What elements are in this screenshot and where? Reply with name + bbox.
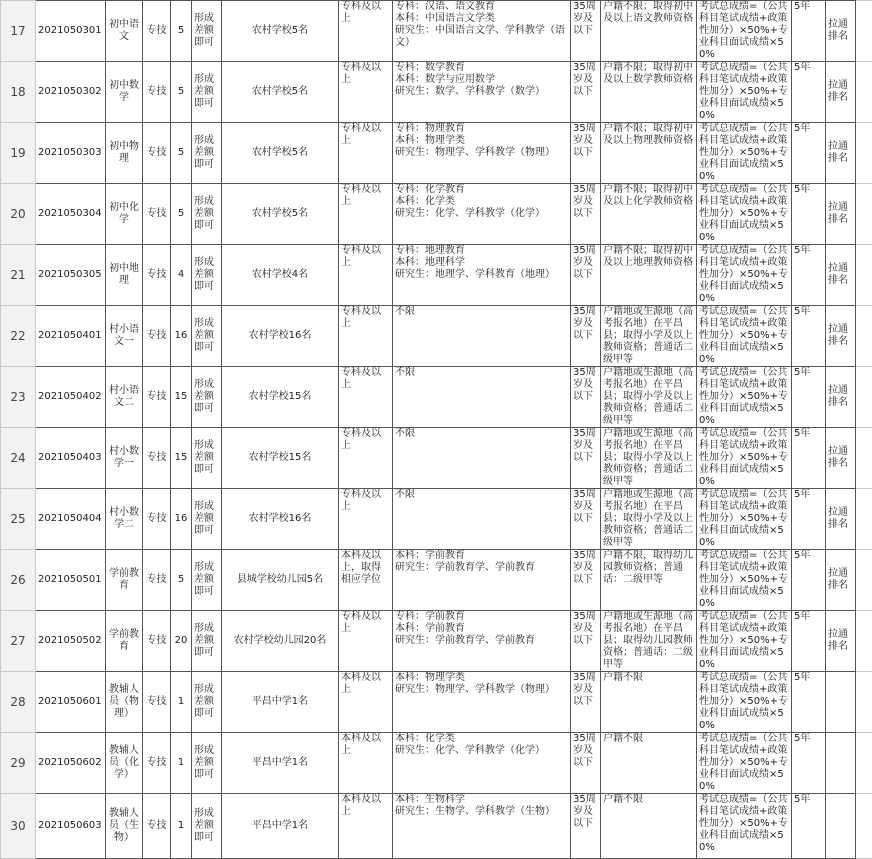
position-code-cell[interactable]: 2021050305 bbox=[36, 245, 106, 306]
row-number-cell[interactable]: 28 bbox=[1, 672, 36, 733]
exam-formula-cell[interactable]: 考试总成绩=（公共科目笔试成绩+政策性加分）×50%+专业科目面试成绩×50% bbox=[697, 1, 792, 62]
unit-allocation-cell[interactable]: 农村学校15名 bbox=[222, 367, 339, 428]
major-requirement-cell[interactable]: 专科：汉语、语文教育 本科：中国语言文学类 研究生：中国语言文学、学科教学（语文） bbox=[393, 1, 571, 62]
position-name-cell[interactable]: 教辅人员（物理） bbox=[106, 672, 143, 733]
table-row bbox=[1, 1, 872, 62]
note-cell[interactable]: 拉通排名 bbox=[826, 245, 856, 306]
establishment-cell[interactable]: 形成差额即可 bbox=[192, 245, 222, 306]
position-type-cell[interactable]: 专技 bbox=[143, 550, 171, 611]
other-requirement-cell[interactable]: 户籍不限 bbox=[601, 672, 697, 733]
recruit-count-cell[interactable]: 1 bbox=[171, 794, 192, 859]
recruit-count-cell[interactable]: 16 bbox=[171, 306, 192, 367]
major-requirement-cell[interactable]: 本科：化学类 研究生：化学、学科教学（化学） bbox=[393, 733, 571, 794]
major-requirement-cell[interactable]: 不限 bbox=[393, 428, 571, 489]
empty-column-cell[interactable] bbox=[856, 123, 872, 184]
age-limit-cell[interactable]: 35周岁及以下 bbox=[571, 62, 601, 123]
unit-allocation-cell[interactable]: 农村学校16名 bbox=[222, 306, 339, 367]
empty-column-cell[interactable] bbox=[856, 794, 872, 859]
exam-formula-cell[interactable]: 考试总成绩=（公共科目笔试成绩+政策性加分）×50%+专业科目面试成绩×50% bbox=[697, 123, 792, 184]
recruit-count-cell[interactable]: 5 bbox=[171, 62, 192, 123]
position-type-cell[interactable]: 专技 bbox=[143, 733, 171, 794]
major-requirement-cell[interactable]: 本科：生物科学 研究生：生物学、学科教学（生物） bbox=[393, 794, 571, 859]
education-cell[interactable]: 专科及以上 bbox=[339, 1, 393, 62]
education-cell[interactable]: 本科及以上 bbox=[339, 672, 393, 733]
other-requirement-cell[interactable]: 户籍地或生源地（高考报名地）在平昌县；取得小学及以上教师资格；普通话二级甲等 bbox=[601, 489, 697, 550]
establishment-cell[interactable]: 形成差额即可 bbox=[192, 123, 222, 184]
major-requirement-cell[interactable]: 专科：数学教育 本科：数学与应用数学 研究生：数学、学科教学（数学） bbox=[393, 62, 571, 123]
major-requirement-cell[interactable]: 专科：化学教育 本科：化学类 研究生：化学、学科教学（化学） bbox=[393, 184, 571, 245]
service-period-cell[interactable]: 5年 bbox=[792, 184, 826, 245]
table-row bbox=[1, 550, 872, 611]
service-period-cell[interactable]: 5年 bbox=[792, 672, 826, 733]
other-requirement-cell[interactable]: 户籍不限 bbox=[601, 733, 697, 794]
empty-column-cell[interactable] bbox=[856, 1, 872, 62]
establishment-cell[interactable]: 形成差额即可 bbox=[192, 62, 222, 123]
exam-formula-cell[interactable]: 考试总成绩=（公共科目笔试成绩+政策性加分）×50%+专业科目面试成绩×50% bbox=[697, 428, 792, 489]
note-cell[interactable]: 拉通排名 bbox=[826, 367, 856, 428]
age-limit-cell[interactable]: 35周岁及以下 bbox=[571, 611, 601, 672]
unit-allocation-cell[interactable]: 平昌中学1名 bbox=[222, 794, 339, 859]
establishment-cell[interactable]: 形成差额即可 bbox=[192, 733, 222, 794]
major-requirement-cell[interactable]: 专科：地理教育 本科：地理科学 研究生：地理学、学科教育（地理） bbox=[393, 245, 571, 306]
row-number-cell[interactable]: 18 bbox=[1, 62, 36, 123]
establishment-cell[interactable]: 形成差额即可 bbox=[192, 794, 222, 859]
table-row bbox=[1, 184, 872, 245]
service-period-cell[interactable]: 5年 bbox=[792, 367, 826, 428]
recruit-count-cell[interactable]: 4 bbox=[171, 245, 192, 306]
table-row bbox=[1, 489, 872, 550]
empty-column-cell[interactable] bbox=[856, 62, 872, 123]
age-limit-cell[interactable]: 35周岁及以下 bbox=[571, 245, 601, 306]
position-name-cell[interactable]: 初中语文 bbox=[106, 1, 143, 62]
establishment-cell[interactable]: 形成差额即可 bbox=[192, 306, 222, 367]
recruit-count-cell[interactable]: 1 bbox=[171, 733, 192, 794]
position-code-cell[interactable]: 2021050402 bbox=[36, 367, 106, 428]
age-limit-cell[interactable]: 35周岁及以下 bbox=[571, 489, 601, 550]
establishment-cell[interactable]: 形成差额即可 bbox=[192, 489, 222, 550]
row-number-cell[interactable]: 29 bbox=[1, 733, 36, 794]
note-cell[interactable]: 拉通排名 bbox=[826, 489, 856, 550]
position-name-cell[interactable]: 初中物理 bbox=[106, 123, 143, 184]
unit-allocation-cell[interactable]: 平昌中学1名 bbox=[222, 672, 339, 733]
position-name-cell[interactable]: 学前教育 bbox=[106, 611, 143, 672]
position-type-cell[interactable]: 专技 bbox=[143, 245, 171, 306]
major-requirement-cell[interactable]: 本科：学前教育 研究生：学前教育学、学前教育 bbox=[393, 550, 571, 611]
row-number-cell[interactable]: 21 bbox=[1, 245, 36, 306]
empty-column-cell[interactable] bbox=[856, 428, 872, 489]
position-code-cell[interactable]: 2021050603 bbox=[36, 794, 106, 859]
exam-formula-cell[interactable]: 考试总成绩=（公共科目笔试成绩+政策性加分）×50%+专业科目面试成绩×50% bbox=[697, 306, 792, 367]
note-cell[interactable]: 拉通排名 bbox=[826, 62, 856, 123]
position-code-cell[interactable]: 2021050404 bbox=[36, 489, 106, 550]
age-limit-cell[interactable]: 35周岁及以下 bbox=[571, 123, 601, 184]
age-limit-cell[interactable]: 35周岁及以下 bbox=[571, 672, 601, 733]
note-cell[interactable]: 拉通排名 bbox=[826, 184, 856, 245]
exam-formula-cell[interactable]: 考试总成绩=（公共科目笔试成绩+政策性加分）×50%+专业科目面试成绩×50% bbox=[697, 733, 792, 794]
position-code-cell[interactable]: 2021050502 bbox=[36, 611, 106, 672]
exam-formula-cell[interactable]: 考试总成绩=（公共科目笔试成绩+政策性加分）×50%+专业科目面试成绩×50% bbox=[697, 184, 792, 245]
position-type-cell[interactable]: 专技 bbox=[143, 672, 171, 733]
service-period-cell[interactable]: 5年 bbox=[792, 489, 826, 550]
other-requirement-cell[interactable]: 户籍地或生源地（高考报名地）在平昌县；取得幼儿园教师资格；普通话：二级甲等 bbox=[601, 611, 697, 672]
position-type-cell[interactable]: 专技 bbox=[143, 428, 171, 489]
empty-column-cell[interactable] bbox=[856, 245, 872, 306]
education-cell[interactable]: 专科及以上 bbox=[339, 611, 393, 672]
recruit-count-cell[interactable]: 16 bbox=[171, 489, 192, 550]
empty-column-cell[interactable] bbox=[856, 550, 872, 611]
unit-allocation-cell[interactable]: 农村学校16名 bbox=[222, 489, 339, 550]
other-requirement-cell[interactable]: 户籍地或生源地（高考报名地）在平昌县；取得小学及以上教师资格；普通话二级甲等 bbox=[601, 367, 697, 428]
education-cell[interactable]: 专科及以上 bbox=[339, 306, 393, 367]
establishment-cell[interactable]: 形成差额即可 bbox=[192, 367, 222, 428]
note-cell[interactable] bbox=[826, 672, 856, 733]
unit-allocation-cell[interactable]: 平昌中学1名 bbox=[222, 733, 339, 794]
table-row bbox=[1, 245, 872, 306]
position-type-cell[interactable]: 专技 bbox=[143, 611, 171, 672]
position-type-cell[interactable]: 专技 bbox=[143, 123, 171, 184]
establishment-cell[interactable]: 形成差额即可 bbox=[192, 611, 222, 672]
note-cell[interactable]: 拉通排名 bbox=[826, 306, 856, 367]
position-type-cell[interactable]: 专技 bbox=[143, 1, 171, 62]
exam-formula-cell[interactable]: 考试总成绩=（公共科目笔试成绩+政策性加分）×50%+专业科目面试成绩×50% bbox=[697, 794, 792, 859]
service-period-cell[interactable]: 5年 bbox=[792, 611, 826, 672]
unit-allocation-cell[interactable]: 农村学校4名 bbox=[222, 245, 339, 306]
position-name-cell[interactable]: 初中化学 bbox=[106, 184, 143, 245]
other-requirement-cell[interactable]: 户籍不限；取得初中及以上地理教师资格 bbox=[601, 245, 697, 306]
empty-column-cell[interactable] bbox=[856, 306, 872, 367]
recruit-count-cell[interactable]: 5 bbox=[171, 550, 192, 611]
recruit-count-cell[interactable]: 1 bbox=[171, 672, 192, 733]
age-limit-cell[interactable]: 35周岁及以下 bbox=[571, 794, 601, 859]
education-cell[interactable]: 专科及以上 bbox=[339, 245, 393, 306]
exam-formula-cell[interactable]: 考试总成绩=（公共科目笔试成绩+政策性加分）×50%+专业科目面试成绩×50% bbox=[697, 367, 792, 428]
position-name-cell[interactable]: 教辅人员（化学） bbox=[106, 733, 143, 794]
other-requirement-cell[interactable]: 户籍不限；取得初中及以上语文教师资格 bbox=[601, 1, 697, 62]
table-row bbox=[1, 428, 872, 489]
table-row bbox=[1, 611, 872, 672]
education-cell[interactable]: 本科及以上 bbox=[339, 794, 393, 859]
education-cell[interactable]: 本科及以上，取得相应学位 bbox=[339, 550, 393, 611]
row-number-cell[interactable]: 17 bbox=[1, 1, 36, 62]
note-cell[interactable]: 拉通排名 bbox=[826, 611, 856, 672]
other-requirement-cell[interactable]: 户籍不限；取得初中及以上化学教师资格 bbox=[601, 184, 697, 245]
education-cell[interactable]: 专科及以上 bbox=[339, 123, 393, 184]
note-cell[interactable]: 拉通排名 bbox=[826, 1, 856, 62]
empty-column-cell[interactable] bbox=[856, 733, 872, 794]
table-body bbox=[1, 1, 872, 859]
position-code-cell[interactable]: 2021050301 bbox=[36, 1, 106, 62]
unit-allocation-cell[interactable]: 农村学校5名 bbox=[222, 123, 339, 184]
note-cell[interactable] bbox=[826, 733, 856, 794]
row-number-cell[interactable]: 27 bbox=[1, 611, 36, 672]
unit-allocation-cell[interactable]: 农村学校15名 bbox=[222, 428, 339, 489]
recruit-count-cell[interactable]: 20 bbox=[171, 611, 192, 672]
row-number-cell[interactable]: 22 bbox=[1, 306, 36, 367]
age-limit-cell[interactable]: 35周岁及以下 bbox=[571, 367, 601, 428]
note-cell[interactable]: 拉通排名 bbox=[826, 428, 856, 489]
other-requirement-cell[interactable]: 户籍地或生源地（高考报名地）在平昌县；取得小学及以上教师资格；普通话二级甲等 bbox=[601, 428, 697, 489]
unit-allocation-cell[interactable]: 县城学校幼儿园5名 bbox=[222, 550, 339, 611]
service-period-cell[interactable]: 5年 bbox=[792, 733, 826, 794]
service-period-cell[interactable]: 5年 bbox=[792, 550, 826, 611]
major-requirement-cell[interactable]: 不限 bbox=[393, 306, 571, 367]
empty-column-cell[interactable] bbox=[856, 672, 872, 733]
position-code-cell[interactable]: 2021050302 bbox=[36, 62, 106, 123]
position-name-cell[interactable]: 村小语文二 bbox=[106, 367, 143, 428]
position-name-cell[interactable]: 学前教育 bbox=[106, 550, 143, 611]
service-period-cell[interactable]: 5年 bbox=[792, 428, 826, 489]
row-number-cell[interactable]: 19 bbox=[1, 123, 36, 184]
table-row bbox=[1, 733, 872, 794]
establishment-cell[interactable]: 形成差额即可 bbox=[192, 428, 222, 489]
service-period-cell[interactable]: 5年 bbox=[792, 62, 826, 123]
position-code-cell[interactable]: 2021050601 bbox=[36, 672, 106, 733]
recruit-count-cell[interactable]: 15 bbox=[171, 428, 192, 489]
table-row bbox=[1, 62, 872, 123]
empty-column-cell[interactable] bbox=[856, 367, 872, 428]
recruit-count-cell[interactable]: 15 bbox=[171, 367, 192, 428]
row-number-cell[interactable]: 25 bbox=[1, 489, 36, 550]
position-name-cell[interactable]: 村小语文一 bbox=[106, 306, 143, 367]
major-requirement-cell[interactable]: 专科：物理教育 本科：物理学类 研究生：物理学、学科教学（物理） bbox=[393, 123, 571, 184]
position-type-cell[interactable]: 专技 bbox=[143, 62, 171, 123]
position-type-cell[interactable]: 专技 bbox=[143, 794, 171, 859]
position-name-cell[interactable]: 村小数学二 bbox=[106, 489, 143, 550]
major-requirement-cell[interactable]: 专科：学前教育 本科：学前教育 研究生：学前教育学、学前教育 bbox=[393, 611, 571, 672]
major-requirement-cell[interactable]: 不限 bbox=[393, 367, 571, 428]
unit-allocation-cell[interactable]: 农村学校5名 bbox=[222, 184, 339, 245]
age-limit-cell[interactable]: 35周岁及以下 bbox=[571, 306, 601, 367]
position-code-cell[interactable]: 2021050403 bbox=[36, 428, 106, 489]
position-type-cell[interactable]: 专技 bbox=[143, 306, 171, 367]
exam-formula-cell[interactable]: 考试总成绩=（公共科目笔试成绩+政策性加分）×50%+专业科目面试成绩×50% bbox=[697, 489, 792, 550]
exam-formula-cell[interactable]: 考试总成绩=（公共科目笔试成绩+政策性加分）×50%+专业科目面试成绩×50% bbox=[697, 245, 792, 306]
exam-formula-cell[interactable]: 考试总成绩=（公共科目笔试成绩+政策性加分）×50%+专业科目面试成绩×50% bbox=[697, 550, 792, 611]
unit-allocation-cell[interactable]: 农村学校幼儿园20名 bbox=[222, 611, 339, 672]
empty-column-cell[interactable] bbox=[856, 611, 872, 672]
exam-formula-cell[interactable]: 考试总成绩=（公共科目笔试成绩+政策性加分）×50%+专业科目面试成绩×50% bbox=[697, 62, 792, 123]
other-requirement-cell[interactable]: 户籍不限；取得初中及以上物理教师资格 bbox=[601, 123, 697, 184]
other-requirement-cell[interactable]: 户籍地或生源地（高考报名地）在平昌县；取得小学及以上教师资格；普通话二级甲等 bbox=[601, 306, 697, 367]
recruit-count-cell[interactable]: 5 bbox=[171, 184, 192, 245]
recruit-count-cell[interactable]: 5 bbox=[171, 123, 192, 184]
position-type-cell[interactable]: 专技 bbox=[143, 184, 171, 245]
exam-formula-cell[interactable]: 考试总成绩=（公共科目笔试成绩+政策性加分）×50%+专业科目面试成绩×50% bbox=[697, 611, 792, 672]
note-cell[interactable] bbox=[826, 794, 856, 859]
education-cell[interactable]: 专科及以上 bbox=[339, 184, 393, 245]
table-row bbox=[1, 794, 872, 859]
service-period-cell[interactable]: 5年 bbox=[792, 1, 826, 62]
position-code-cell[interactable]: 2021050303 bbox=[36, 123, 106, 184]
position-code-cell[interactable]: 2021050602 bbox=[36, 733, 106, 794]
age-limit-cell[interactable]: 35周岁及以下 bbox=[571, 428, 601, 489]
position-name-cell[interactable]: 教辅人员（生物） bbox=[106, 794, 143, 859]
table-row bbox=[1, 306, 872, 367]
row-number-cell[interactable]: 24 bbox=[1, 428, 36, 489]
education-cell[interactable]: 专科及以上 bbox=[339, 489, 393, 550]
establishment-cell[interactable]: 形成差额即可 bbox=[192, 672, 222, 733]
row-number-cell[interactable]: 23 bbox=[1, 367, 36, 428]
position-name-cell[interactable]: 初中地理 bbox=[106, 245, 143, 306]
position-name-cell[interactable]: 村小数学一 bbox=[106, 428, 143, 489]
education-cell[interactable]: 专科及以上 bbox=[339, 62, 393, 123]
position-code-cell[interactable]: 2021050501 bbox=[36, 550, 106, 611]
service-period-cell[interactable]: 5年 bbox=[792, 123, 826, 184]
note-cell[interactable]: 拉通排名 bbox=[826, 550, 856, 611]
major-requirement-cell[interactable]: 本科：物理学类 研究生：物理学、学科教学（物理） bbox=[393, 672, 571, 733]
other-requirement-cell[interactable]: 户籍不限，取得幼儿园教师资格；普通话：二级甲等 bbox=[601, 550, 697, 611]
other-requirement-cell[interactable]: 户籍不限 bbox=[601, 794, 697, 859]
establishment-cell[interactable]: 形成差额即可 bbox=[192, 184, 222, 245]
empty-column-cell[interactable] bbox=[856, 489, 872, 550]
age-limit-cell[interactable]: 35周岁及以下 bbox=[571, 184, 601, 245]
service-period-cell[interactable]: 5年 bbox=[792, 794, 826, 859]
note-cell[interactable]: 拉通排名 bbox=[826, 123, 856, 184]
service-period-cell[interactable]: 5年 bbox=[792, 245, 826, 306]
table-row bbox=[1, 123, 872, 184]
age-limit-cell[interactable]: 35周岁及以下 bbox=[571, 1, 601, 62]
exam-formula-cell[interactable]: 考试总成绩=（公共科目笔试成绩+政策性加分）×50%+专业科目面试成绩×50% bbox=[697, 672, 792, 733]
position-type-cell[interactable]: 专技 bbox=[143, 367, 171, 428]
table-row bbox=[1, 367, 872, 428]
major-requirement-cell[interactable]: 不限 bbox=[393, 489, 571, 550]
education-cell[interactable]: 专科及以上 bbox=[339, 428, 393, 489]
row-number-cell[interactable]: 20 bbox=[1, 184, 36, 245]
service-period-cell[interactable]: 5年 bbox=[792, 306, 826, 367]
unit-allocation-cell[interactable]: 农村学校5名 bbox=[222, 62, 339, 123]
unit-allocation-cell[interactable]: 农村学校5名 bbox=[222, 1, 339, 62]
row-number-cell[interactable]: 30 bbox=[1, 794, 36, 859]
position-type-cell[interactable]: 专技 bbox=[143, 489, 171, 550]
education-cell[interactable]: 专科及以上 bbox=[339, 367, 393, 428]
table-row bbox=[1, 672, 872, 733]
other-requirement-cell[interactable]: 户籍不限；取得初中及以上数学教师资格 bbox=[601, 62, 697, 123]
position-name-cell[interactable]: 初中数学 bbox=[106, 62, 143, 123]
position-code-cell[interactable]: 2021050304 bbox=[36, 184, 106, 245]
empty-column-cell[interactable] bbox=[856, 184, 872, 245]
establishment-cell[interactable]: 形成差额即可 bbox=[192, 1, 222, 62]
establishment-cell[interactable]: 形成差额即可 bbox=[192, 550, 222, 611]
row-number-cell[interactable]: 26 bbox=[1, 550, 36, 611]
education-cell[interactable]: 本科及以上 bbox=[339, 733, 393, 794]
position-code-cell[interactable]: 2021050401 bbox=[36, 306, 106, 367]
age-limit-cell[interactable]: 35周岁及以下 bbox=[571, 550, 601, 611]
recruit-count-cell[interactable]: 5 bbox=[171, 1, 192, 62]
age-limit-cell[interactable]: 35周岁及以下 bbox=[571, 733, 601, 794]
